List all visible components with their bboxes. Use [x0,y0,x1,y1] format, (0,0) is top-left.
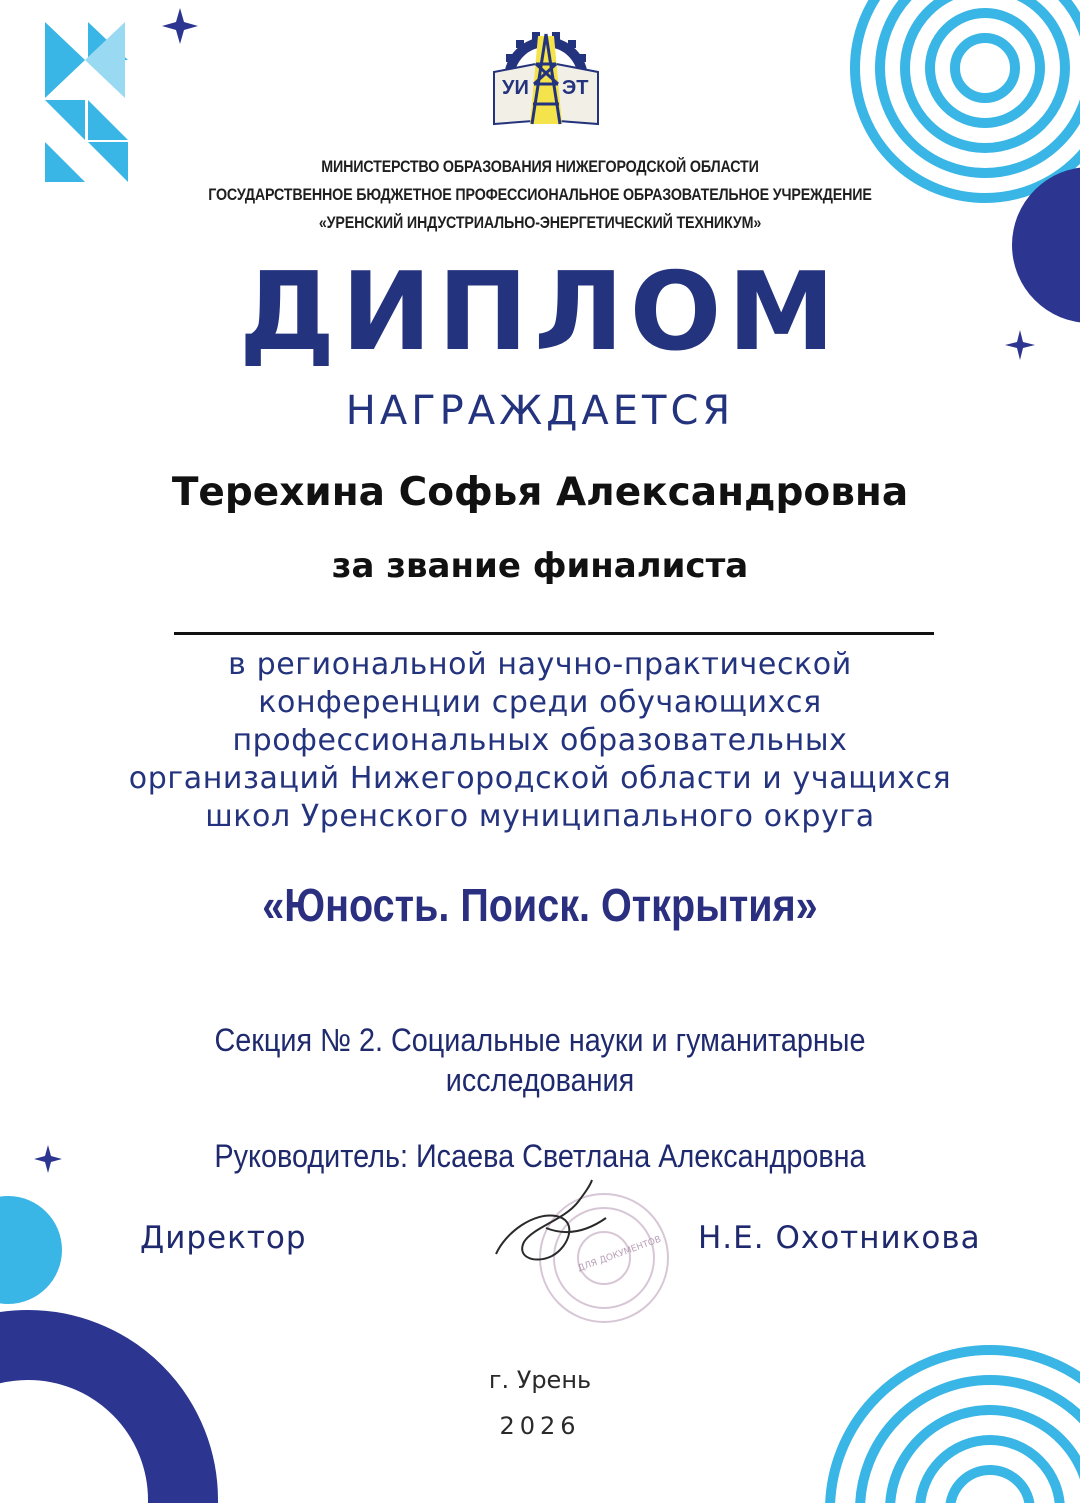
header-institution-type: ГОСУДАРСТВЕННОЕ БЮДЖЕТНОЕ ПРОФЕССИОНАЛЬНОЕ ОБРАЗОВАТЕЛЬНОЕ УЧРЕЖДЕНИЕ [208,185,872,204]
signature-scribble [496,1180,606,1260]
award-reason: за звание финалиста [331,546,749,586]
section-line: исследования [445,1062,635,1098]
section-info [54,1020,1026,1100]
conference-line: организаций Нижегородской области и учащихся [128,761,952,796]
divider-line [174,632,934,635]
city: г. Урень [488,1366,592,1394]
year: 2026 [499,1412,581,1440]
logo-text-left: УИ [502,77,529,99]
tower-gear-logo [486,24,606,134]
diploma-title: ДИПЛОМ [239,250,841,375]
awarded-label: НАГРАЖДАЕТСЯ [345,388,735,434]
stamp-text: ДЛЯ ДОКУМЕНТОВ [576,1234,663,1275]
section-line: Секция № 2. Социальные науки и гуманитарные [214,1022,866,1058]
header-ministry: МИНИСТЕРСТВО ОБРАЗОВАНИЯ НИЖЕГОРОДСКОЙ ОБЛАСТИ [321,157,759,176]
conference-line: школ Уренского муниципального округа [205,799,875,834]
director-name: Н.Е. Охотникова [698,1220,981,1256]
conference-line: конференции среди обучающихся [258,685,822,720]
conference-line: профессиональных образовательных [232,723,848,758]
sparkle-star-icon [162,8,198,44]
light-circle-left [0,1196,62,1304]
header-institution-name: «УРЕНСКИЙ ИНДУСТРИАЛЬНО-ЭНЕРГЕТИЧЕСКИЙ ТЕХНИКУМ» [318,213,762,232]
conference-description [0,646,1080,836]
supervisor: Руководитель: Исаева Светлана Александровна [214,1138,866,1174]
director-role: Директор [140,1220,307,1256]
stamp-and-signature [486,1172,676,1332]
conference-line: в региональной научно-практической [228,647,852,682]
recipient-name: Терехина Софья Александровна [171,470,909,515]
event-name: «Юность. Поиск. Открытия» [262,879,818,931]
logo-text-right: ЭТ [562,77,589,99]
